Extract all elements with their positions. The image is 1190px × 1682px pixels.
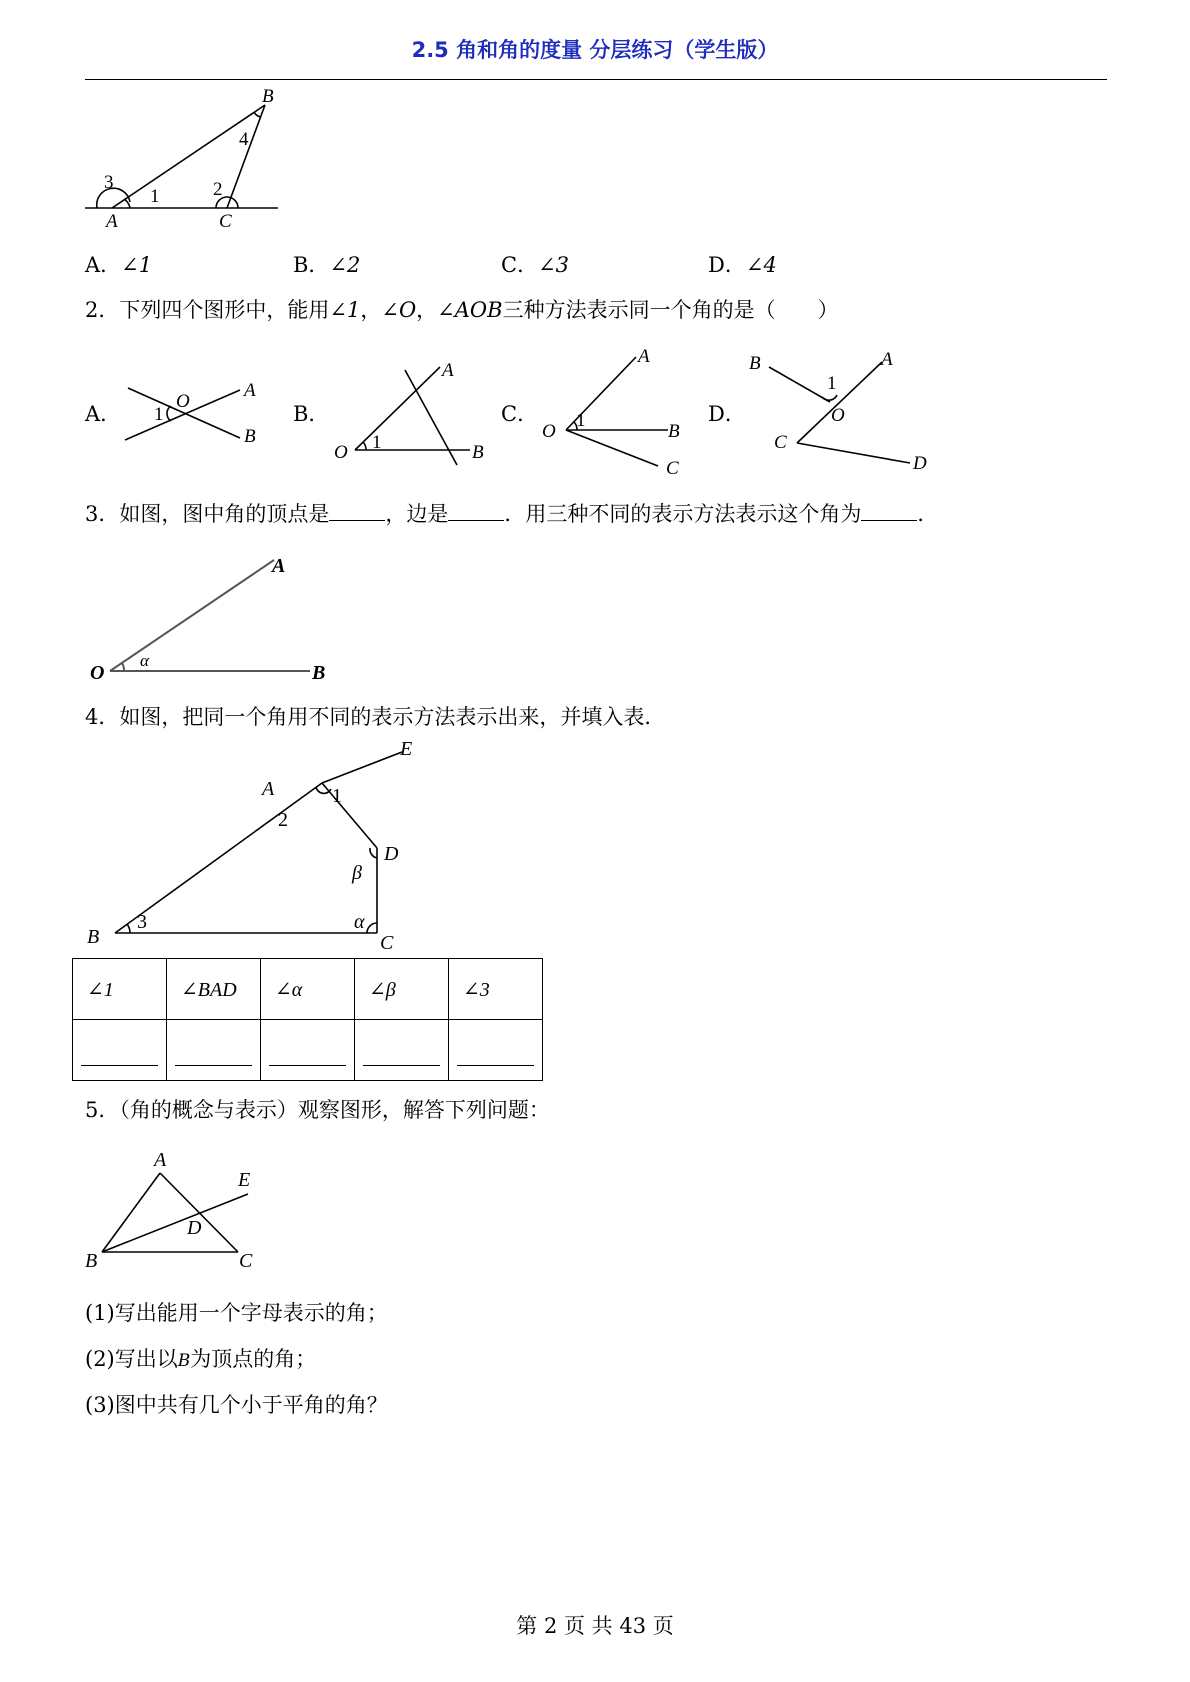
answer-blank[interactable]: [363, 1064, 440, 1066]
option-letter: C．: [501, 253, 539, 277]
q2-option-c[interactable]: C．: [501, 402, 539, 426]
q2-sep: ，: [360, 298, 382, 322]
q2c-label-O: O: [542, 421, 556, 442]
q3-stem: [85, 500, 938, 528]
q2-figure-a: [120, 368, 270, 448]
table-header-cell: ∠1: [73, 959, 167, 1020]
q4-label-beta: β: [352, 862, 362, 884]
q4-label-A: A: [262, 778, 275, 800]
q1-label-2: 2: [213, 179, 223, 200]
q1-label-C: C: [219, 211, 232, 232]
answer-blank[interactable]: [457, 1064, 534, 1066]
question-number: 4．: [85, 705, 120, 729]
q5-text: （角的概念与表示）观察图形，解答下列问题：: [119, 1098, 550, 1122]
q2-angle-aob: ∠AOB: [437, 298, 503, 322]
q3-label-A: A: [272, 555, 286, 577]
subquestion-text: (2)写出以: [85, 1347, 178, 1371]
answer-blank[interactable]: [269, 1064, 346, 1066]
q5-label-E: E: [238, 1169, 251, 1191]
q4-label-3: 3: [137, 911, 147, 933]
q2c-label-A: A: [638, 346, 650, 367]
q5-subquestion-3: [85, 1391, 388, 1419]
page-footer: 第 2 页 共 43 页: [516, 1614, 674, 1638]
q4-text: 如图，把同一个角用不同的表示方法表示出来，并填入表．: [119, 705, 666, 729]
answer-cell[interactable]: [355, 1020, 449, 1081]
answer-blank[interactable]: [81, 1064, 158, 1066]
q1-figure: [80, 88, 290, 233]
q2-angle-o: ∠O: [381, 298, 417, 322]
q2-angle-1: ∠1: [329, 298, 361, 322]
q2-figure-c: [538, 342, 698, 482]
question-number: 3．: [85, 502, 120, 526]
answer-cell[interactable]: [449, 1020, 543, 1081]
q4-label-D: D: [384, 843, 399, 865]
q3-text: 如图，图中角的顶点是: [119, 502, 330, 526]
table-header-cell: ∠3: [449, 959, 543, 1020]
q1-label-4: 4: [239, 129, 249, 150]
q1-option-c[interactable]: [501, 251, 569, 279]
q2-figure-d: [745, 345, 930, 475]
q3-blank-sides[interactable]: [448, 500, 504, 521]
q5-label-A: A: [154, 1149, 167, 1171]
answer-blank[interactable]: [175, 1064, 252, 1066]
q3-blank-vertex[interactable]: [329, 500, 385, 521]
q4-label-B: B: [87, 926, 100, 948]
subquestion-text: 为顶点的角；: [190, 1347, 317, 1371]
option-value: ∠4: [745, 253, 777, 277]
subquestion-variable: B: [177, 1351, 191, 1371]
q5-subquestion-1: [85, 1299, 388, 1327]
q2a-label-B: B: [244, 426, 256, 447]
option-letter: B．: [293, 253, 330, 277]
q4-label-alpha: α: [354, 911, 365, 933]
table-header-cell: ∠BAD: [167, 959, 261, 1020]
q2a-label-A: A: [244, 380, 256, 401]
option-value: ∠2: [329, 253, 361, 277]
q1-label-B: B: [262, 86, 274, 107]
q2b-label-1: 1: [372, 432, 382, 453]
option-value: ∠1: [121, 253, 153, 277]
q4-stem: [85, 703, 665, 731]
q4-answer-table: [72, 958, 543, 1081]
q2c-label-1: 1: [576, 410, 586, 431]
q2-stem: [85, 296, 839, 324]
q2d-label-A: A: [881, 349, 893, 370]
q2-sep: ，: [416, 298, 438, 322]
table-header-row: [73, 959, 543, 1020]
q2b-label-O: O: [334, 442, 348, 463]
q3-figure: [88, 548, 348, 688]
q2d-label-B: B: [749, 353, 761, 374]
q2-option-a[interactable]: A．: [85, 402, 122, 426]
q4-label-C: C: [380, 932, 394, 954]
q3-label-B: B: [312, 662, 326, 684]
q2d-label-C: C: [774, 432, 787, 453]
q2b-label-A: A: [442, 360, 454, 381]
q3-text: ，边是: [385, 502, 449, 526]
q1-option-a[interactable]: [85, 251, 152, 279]
q3-blank-notations[interactable]: [861, 500, 917, 521]
q2a-label-O: O: [176, 391, 190, 412]
answer-cell[interactable]: [261, 1020, 355, 1081]
option-value: ∠3: [538, 253, 570, 277]
q1-label-A: A: [106, 211, 118, 232]
q5-label-C: C: [239, 1250, 253, 1272]
q5-stem: [85, 1096, 550, 1124]
q4-label-1: 1: [332, 785, 342, 807]
q3-label-alpha: α: [140, 651, 149, 670]
table-answer-row: [73, 1020, 543, 1081]
option-letter: D．: [708, 253, 746, 277]
header-divider: [85, 79, 1107, 80]
q2-text: 三种方法表示同一个角的是（ ）: [502, 298, 839, 322]
q5-subquestion-2: [85, 1345, 316, 1375]
answer-cell[interactable]: [73, 1020, 167, 1081]
q5-label-D: D: [187, 1217, 202, 1239]
q1-label-3: 3: [104, 172, 114, 193]
q3-label-O: O: [90, 662, 105, 684]
q2d-label-O: O: [831, 405, 845, 426]
q2d-label-D: D: [913, 453, 927, 474]
question-number: 2．: [85, 298, 120, 322]
answer-cell[interactable]: [167, 1020, 261, 1081]
q2d-label-1: 1: [827, 373, 837, 394]
q2-text: 下列四个图形中，能用: [119, 298, 330, 322]
q1-option-b[interactable]: [293, 251, 360, 279]
q3-text: ．用三种不同的表示方法表示这个角为: [504, 502, 862, 526]
q5-label-B: B: [85, 1250, 98, 1272]
question-number: 5．: [85, 1098, 120, 1122]
q3-text: ．: [917, 502, 939, 526]
option-letter: A．: [85, 253, 122, 277]
q2c-label-C: C: [666, 458, 679, 479]
q4-figure: [82, 738, 422, 958]
q4-label-E: E: [400, 738, 413, 760]
q2-option-d[interactable]: D．: [708, 402, 746, 426]
q5-figure: [82, 1146, 272, 1276]
subquestion-text: (1)写出能用一个字母表示的角；: [85, 1301, 388, 1325]
table-header-cell: ∠β: [355, 959, 449, 1020]
table-header-cell: ∠α: [261, 959, 355, 1020]
q2c-label-B: B: [668, 421, 680, 442]
q1-option-d[interactable]: [708, 251, 777, 279]
subquestion-text: (3)图中共有几个小于平角的角？: [85, 1393, 388, 1417]
q2b-label-B: B: [472, 442, 484, 463]
q1-label-1: 1: [150, 186, 160, 207]
q2-figure-b: [330, 352, 500, 467]
q2a-label-1: 1: [154, 404, 164, 425]
page-title: 2.5 角和角的度量 分层练习（学生版）: [411, 38, 779, 62]
q2-option-b[interactable]: B．: [293, 402, 330, 426]
q4-label-2: 2: [278, 809, 288, 831]
